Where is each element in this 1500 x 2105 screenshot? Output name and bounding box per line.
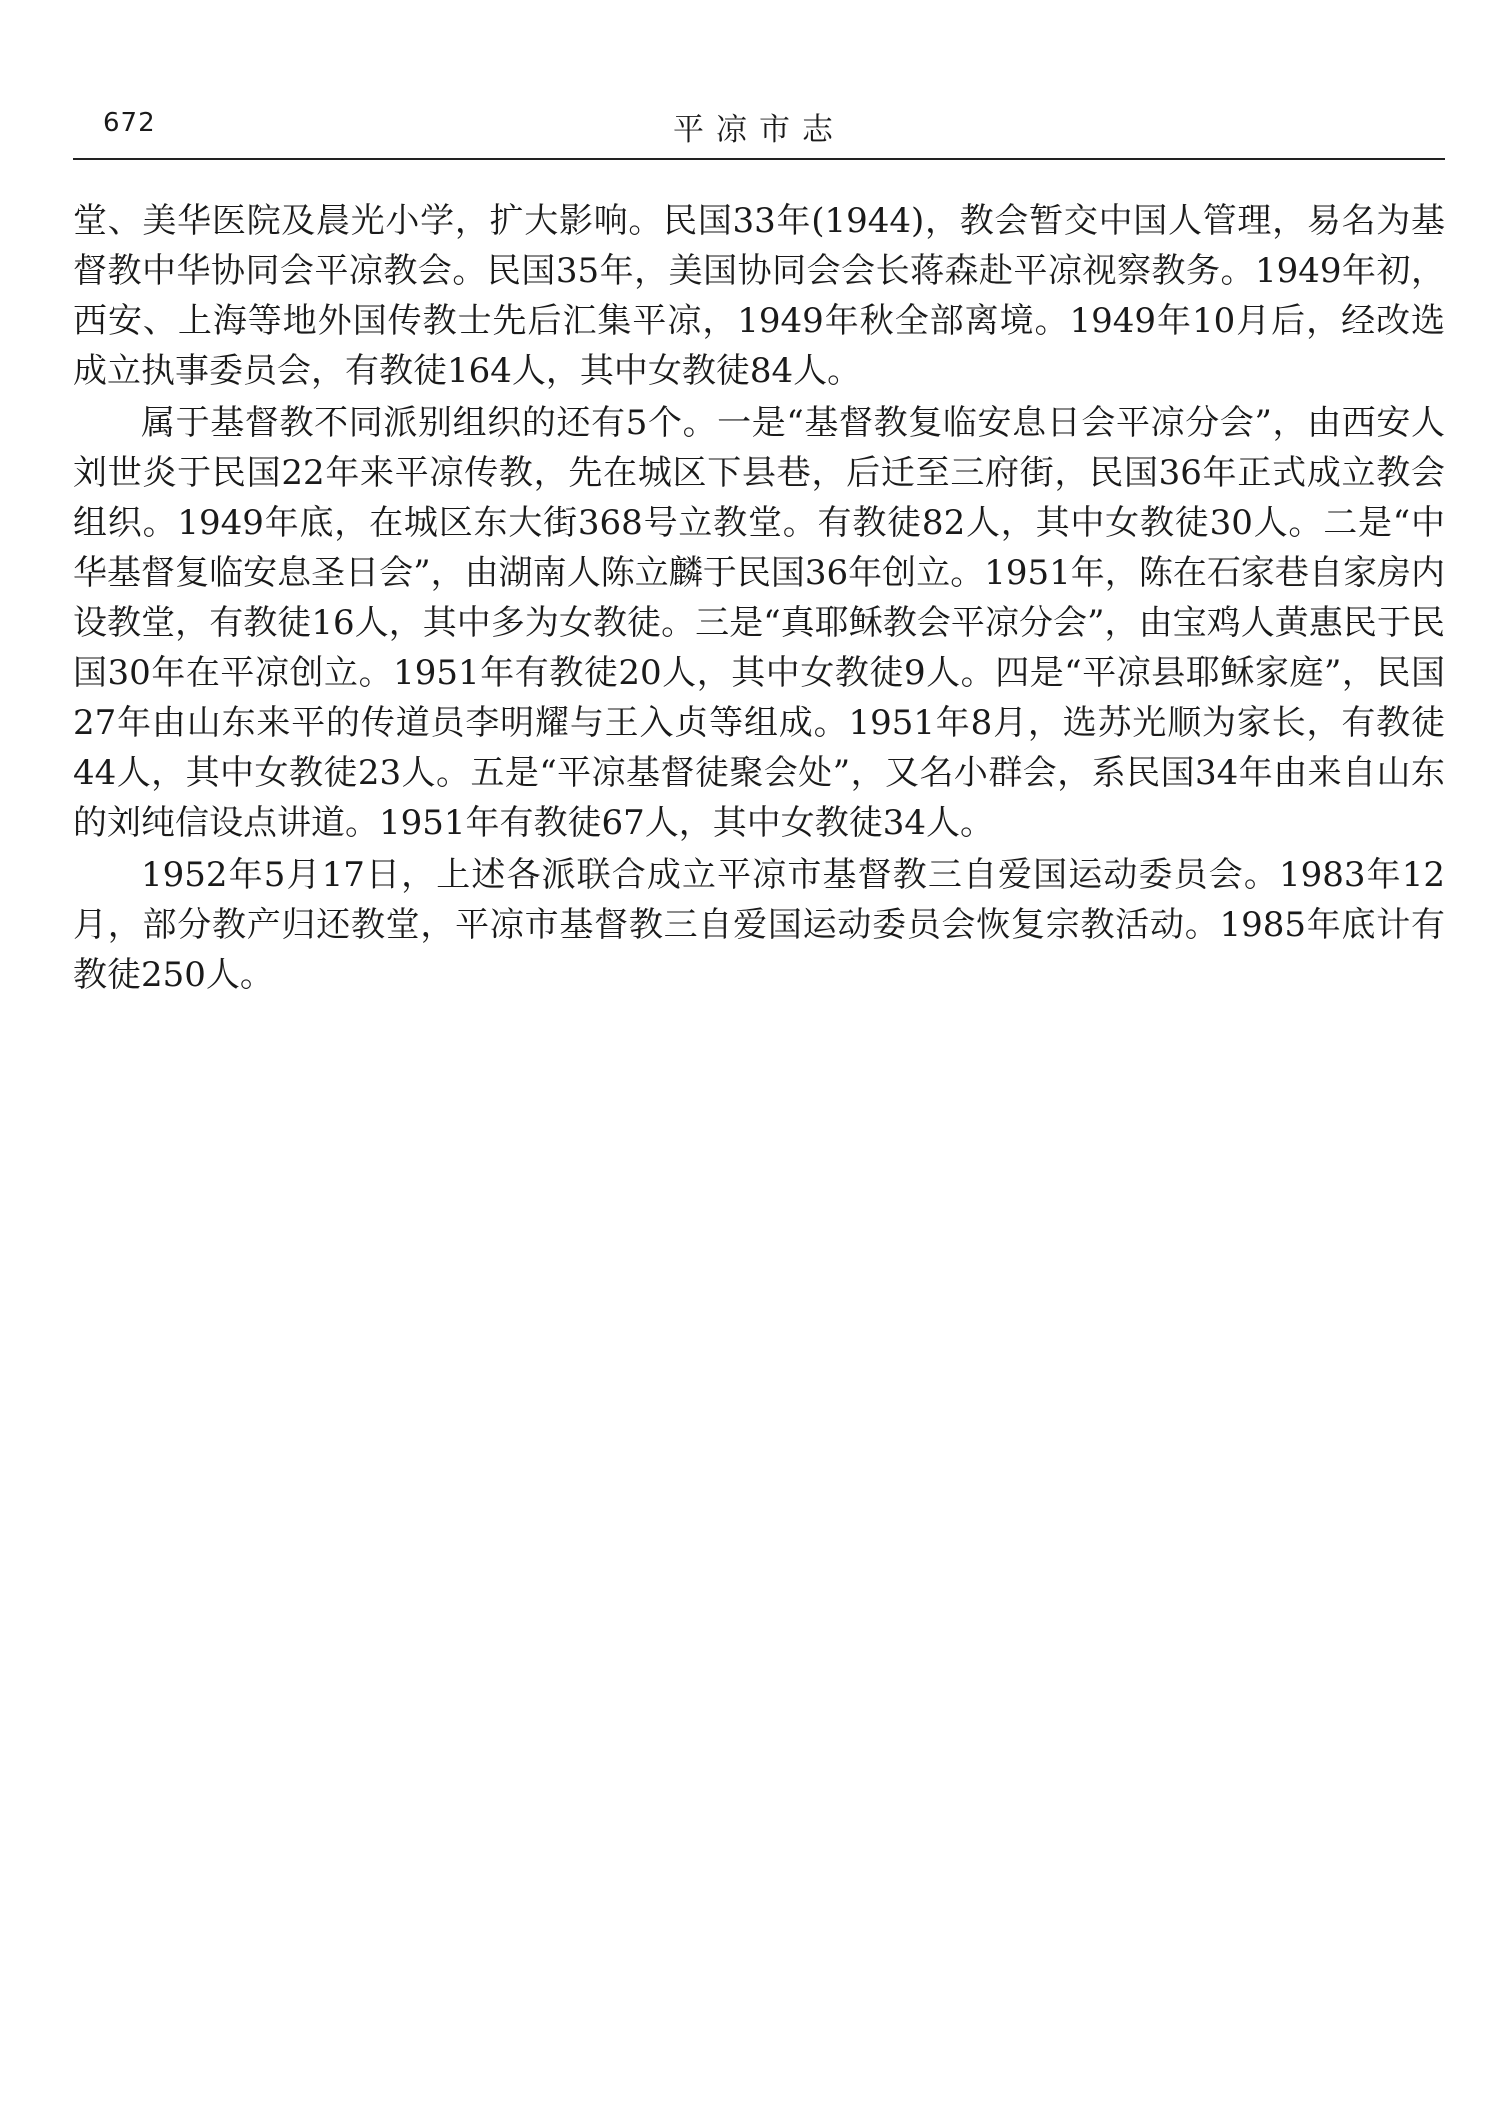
paragraph-3: 1952年5月17日，上述各派联合成立平凉市基督教三自爱国运动委员会。1983年12月，部分教产归还教堂，平凉市基督教三自爱国运动委员会恢复宗教活动。1985年底计有教徒250人。 [73, 855, 1445, 995]
header-rule [73, 158, 1445, 160]
running-title: 平凉市志 [673, 112, 845, 148]
body-text [73, 196, 1445, 1002]
paragraph-2: 属于基督教不同派别组织的还有5个。一是“基督教复临安息日会平凉分会”，由西安人刘世炎于民国22年来平凉传教，先在城区下县巷，后迁至三府街，民国36年正式成立教会组织。1949年底，在城区东大街368号立教堂。有教徒82人，其中女教徒30人。二是“中华基督复临安息圣日会”，由湖南人陈立麟于民国36年创立。1951年，陈在石家巷自家房内设教堂，有教徒16人，其中多为女教徒。三是“真耶稣教会平凉分会”，由宝鸡人黄惠民于民国30年在平凉创立。1951年有教徒20人，其中女教徒9人。四是“平凉县耶稣家庭”，民国27年由山东来平的传道员李明耀与王入贞等组成。1951年8月，选苏光顺为家长，有教徒44人，其中女教徒23人。五是“平凉基督徒聚会处”，又名小群会，系民国34年由来自山东的刘纯信设点讲道。1951年有教徒67人，其中女教徒34人。 [73, 403, 1445, 843]
page-number: 672 [103, 108, 156, 138]
page-header [73, 100, 1445, 160]
paragraph-1: 堂、美华医院及晨光小学，扩大影响。民国33年(1944)，教会暂交中国人管理，易名为基督教中华协同会平凉教会。民国35年，美国协同会会长蒋森赴平凉视察教务。1949年初，西安、上海等地外国传教士先后汇集平凉，1949年秋全部离境。1949年10月后，经改选成立执事委员会，有教徒164人，其中女教徒84人。 [73, 201, 1445, 391]
